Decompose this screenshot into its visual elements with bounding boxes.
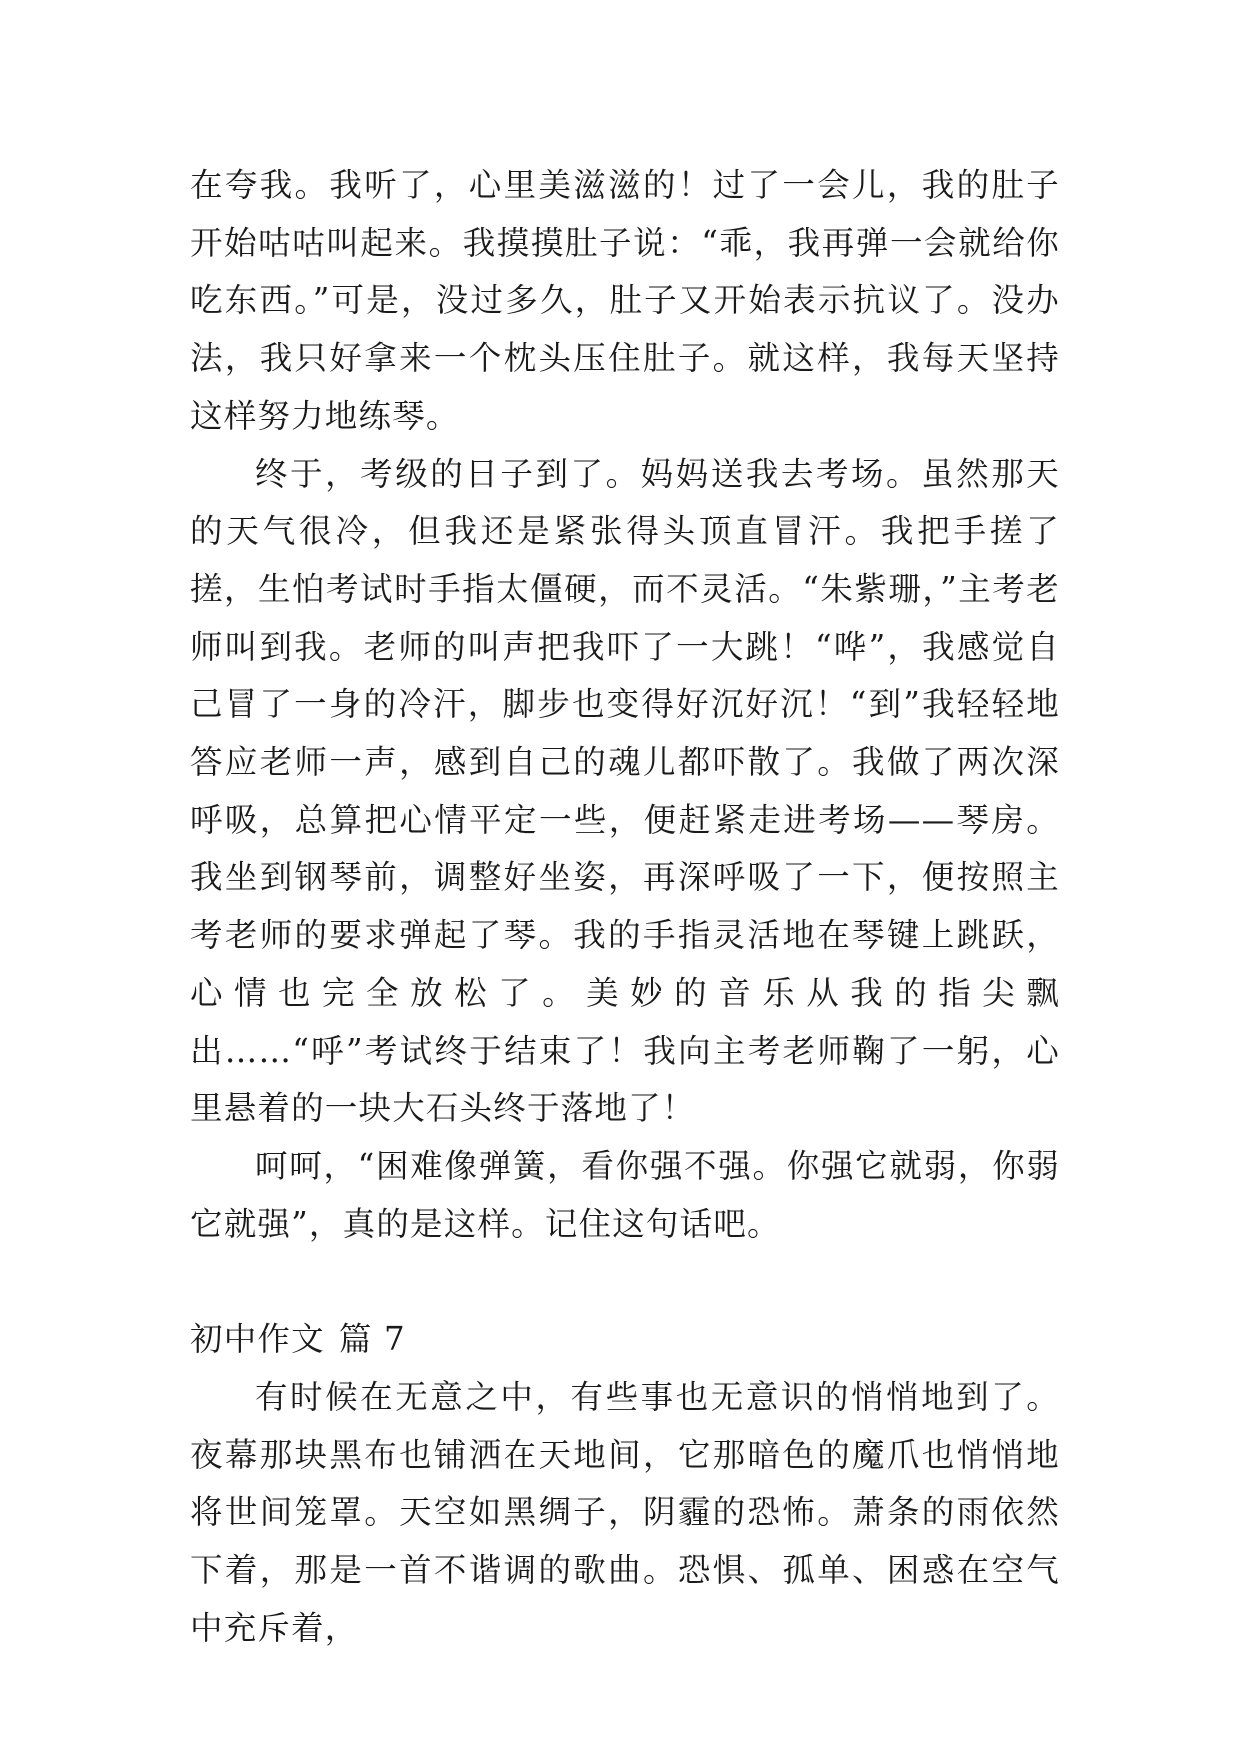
document-body [190, 157, 1060, 1658]
section-spacer [190, 1253, 1060, 1311]
section-heading [190, 1311, 1060, 1369]
paragraph: 在夸我。我听了，心里美滋滋的！过了一会儿，我的肚子开始咕咕叫起来。我摸摸肚子说：“乖，我再弹一会就给你吃东西。”可是，没过多久，肚子又开始表示抗议了。没办法，我只好拿来一个枕头压住肚子。就这样，我每天坚持这样努力地练琴。 [190, 166, 1060, 435]
paragraph: 终于，考级的日子到了。妈妈送我去考场。虽然那天的天气很冷，但我还是紧张得头顶直冒汗。我把手搓了搓，生怕考试时手指太僵硬，而不灵活。“朱紫珊，”主考老师叫到我。老师的叫声把我吓了一大跳！“哗”，我感觉自己冒了一身的冷汗，脚步也变得好沉好沉！“到”我轻轻地答应老师一声，感到自己的魂儿都吓散了。我做了两次深呼吸，总算把心情平定一些，便赶紧走进考场——琴房。我坐到钢琴前，调整好坐姿，再深呼吸了一下，便按照主考老师的要求弹起了琴。我的手指灵活地在琴键上跳跃，心情也完全放松了。美妙的音乐从我的指尖飘出……“呼”考试终于结束了！我向主考老师鞠了一躬，心里悬着的一块大石头终于落地了！ [190, 454, 1060, 1128]
section-number: 篇 7 [338, 1320, 406, 1359]
section-title: 初中作文 [190, 1320, 325, 1359]
paragraph: 呵呵，“困难像弹簧，看你强不强。你强它就弱，你弱它就强”，真的是这样。记住这句话吧。 [190, 1146, 1060, 1243]
paragraph: 有时候在无意之中，有些事也无意识的悄悄地到了。夜幕那块黑布也铺洒在天地间，它那暗色的魔爪也悄悄地将世间笼罩。天空如黑绸子，阴霾的恐怖。萧条的雨依然下着，那是一首不谐调的歌曲。恐惧、孤单、困惑在空气中充斥着， [190, 1378, 1060, 1647]
